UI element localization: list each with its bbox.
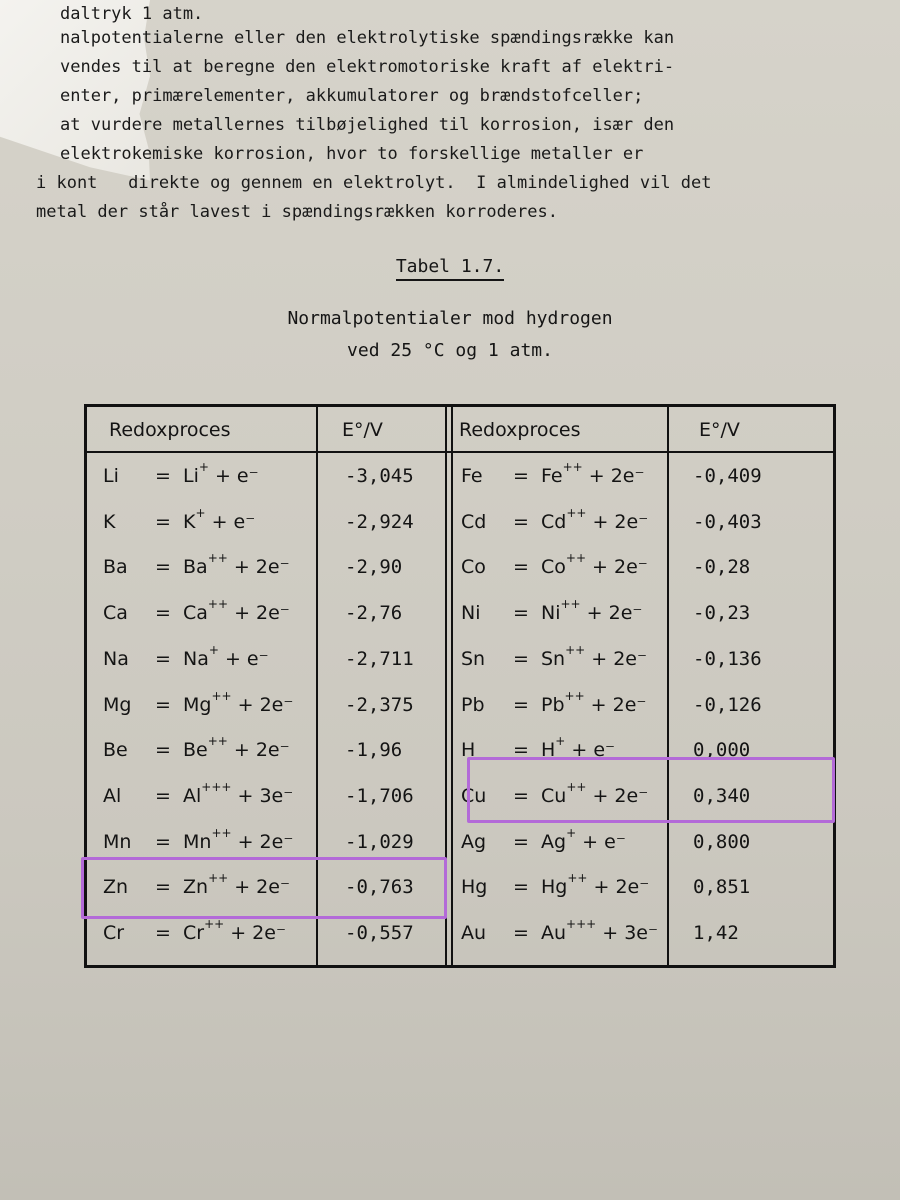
body-paragraph xyxy=(36,0,860,290)
equals-sign: = xyxy=(513,739,529,762)
potential-value: -1,96 xyxy=(345,739,403,762)
element-symbol: Ca xyxy=(103,602,128,625)
ion-expression: Sn++ + 2e⁻ xyxy=(541,642,648,670)
equals-sign: = xyxy=(513,465,529,487)
potential-value: -1,029 xyxy=(345,830,414,853)
potential-value: 0,851 xyxy=(693,876,751,899)
equals-sign: = xyxy=(513,876,529,899)
potential-value: -0,136 xyxy=(693,647,762,670)
element-symbol: K xyxy=(103,510,116,533)
element-symbol: Pb xyxy=(461,693,485,716)
equals-sign: = xyxy=(155,602,171,625)
equals-sign: = xyxy=(513,784,529,807)
ion-expression: Mn++ + 2e⁻ xyxy=(183,825,294,853)
ion-expression: Cd++ + 2e⁻ xyxy=(541,505,649,533)
potential-value: -1,706 xyxy=(345,784,414,807)
ion-expression: Zn++ + 2e⁻ xyxy=(183,871,290,899)
ion-expression: Mg++ + 2e⁻ xyxy=(183,688,294,716)
header-right-potential: E°/V xyxy=(699,419,740,441)
element-symbol: H xyxy=(461,739,476,762)
table-title-line1: Normalpotentialer mod hydrogen xyxy=(287,308,613,329)
element-symbol: Li xyxy=(103,465,119,487)
ion-expression: Fe++ + 2e⁻ xyxy=(541,460,645,487)
equals-sign: = xyxy=(513,510,529,533)
potential-value: -0,409 xyxy=(693,465,762,487)
element-symbol: Mn xyxy=(103,830,132,853)
potential-value: -2,90 xyxy=(345,556,403,579)
potential-value: -0,763 xyxy=(345,876,414,899)
potential-value: 0,800 xyxy=(693,830,751,853)
paragraph-line: elektrokemiske korrosion, hvor to forskellige metaller er xyxy=(60,144,644,164)
element-symbol: Be xyxy=(103,739,128,762)
potential-value: -2,76 xyxy=(345,602,403,625)
element-symbol: Cu xyxy=(461,784,487,807)
equals-sign: = xyxy=(155,830,171,853)
ion-expression: H+ + e⁻ xyxy=(541,734,616,762)
element-symbol: Al xyxy=(103,784,122,807)
ion-expression: Pb++ + 2e⁻ xyxy=(541,688,647,716)
element-symbol: Cr xyxy=(103,922,125,944)
element-symbol: Ag xyxy=(461,830,487,853)
paragraph-line: nalpotentialerne eller den elektrolytiske spændingsrække kan xyxy=(60,28,675,48)
equals-sign: = xyxy=(513,556,529,579)
equals-sign: = xyxy=(155,693,171,716)
potential-value: -0,126 xyxy=(693,693,762,716)
equals-sign: = xyxy=(155,784,171,807)
ion-expression: Li+ + e⁻ xyxy=(183,460,259,487)
element-symbol: Au xyxy=(461,922,487,944)
highlight-box-zn xyxy=(81,857,447,919)
header-rule xyxy=(87,451,833,453)
equals-sign: = xyxy=(513,922,529,944)
potential-value: 0,340 xyxy=(693,784,751,807)
equals-sign: = xyxy=(155,739,171,762)
potential-value: 1,42 xyxy=(693,922,739,944)
ion-expression: K+ + e⁻ xyxy=(183,505,256,533)
ion-expression: Na+ + e⁻ xyxy=(183,642,269,670)
element-symbol: Fe xyxy=(461,465,483,487)
column-divider xyxy=(667,407,669,965)
equals-sign: = xyxy=(155,465,171,487)
potential-value: -0,403 xyxy=(693,510,762,533)
element-symbol: Co xyxy=(461,556,486,579)
equals-sign: = xyxy=(513,602,529,625)
element-symbol: Sn xyxy=(461,647,486,670)
potential-value: -2,924 xyxy=(345,510,414,533)
potential-value: -0,23 xyxy=(693,602,751,625)
header-right-process: Redoxproces xyxy=(459,419,581,441)
header-left-process: Redoxproces xyxy=(109,419,231,441)
paragraph-line: daltryk 1 atm. xyxy=(60,4,204,24)
paragraph-line: enter, primærelementer, akkumulatorer og brændstofceller; xyxy=(60,86,644,106)
ion-expression: Ni++ + 2e⁻ xyxy=(541,597,643,625)
potential-value: -2,711 xyxy=(345,647,414,670)
equals-sign: = xyxy=(155,876,171,899)
ion-expression: Ca++ + 2e⁻ xyxy=(183,597,290,625)
element-symbol: Cd xyxy=(461,510,487,533)
potential-value: -3,045 xyxy=(345,465,414,487)
potential-value: 0,000 xyxy=(693,739,751,762)
equals-sign: = xyxy=(513,693,529,716)
element-symbol: Zn xyxy=(103,876,129,899)
ion-expression: Ba++ + 2e⁻ xyxy=(183,551,290,579)
paragraph-line: vendes til at beregne den elektromotoriske kraft af elektri- xyxy=(60,57,675,77)
ion-expression: Au+++ + 3e⁻ xyxy=(541,917,659,944)
table-title-line2: ved 25 °C og 1 atm. xyxy=(347,340,553,361)
table-label: Tabel 1.7. xyxy=(0,256,900,277)
ion-expression: Be++ + 2e⁻ xyxy=(183,734,290,762)
highlight-box-cu xyxy=(467,757,835,823)
paragraph-line: i kont direkte og gennem en elektrolyt. I almindelighed vil det xyxy=(36,173,712,193)
ion-expression: Ag+ + e⁻ xyxy=(541,825,626,853)
header-left-potential: E°/V xyxy=(342,419,383,441)
element-symbol: Ba xyxy=(103,556,128,579)
element-symbol: Ni xyxy=(461,602,481,625)
equals-sign: = xyxy=(155,556,171,579)
ion-expression: Al+++ + 3e⁻ xyxy=(183,779,294,807)
potential-value: -0,557 xyxy=(345,922,414,944)
ion-expression: Co++ + 2e⁻ xyxy=(541,551,648,579)
element-symbol: Na xyxy=(103,647,129,670)
equals-sign: = xyxy=(513,647,529,670)
potential-table xyxy=(84,404,836,968)
ion-expression: Hg++ + 2e⁻ xyxy=(541,871,650,899)
potential-value: -0,28 xyxy=(693,556,751,579)
equals-sign: = xyxy=(155,510,171,533)
equals-sign: = xyxy=(155,922,171,944)
equals-sign: = xyxy=(155,647,171,670)
paragraph-line: at vurdere metallernes tilbøjelighed til korrosion, især den xyxy=(60,115,675,135)
element-symbol: Hg xyxy=(461,876,488,899)
equals-sign: = xyxy=(513,830,529,853)
ion-expression: Cr++ + 2e⁻ xyxy=(183,917,286,944)
ion-expression: Cu++ + 2e⁻ xyxy=(541,779,649,807)
paragraph-line: metal der står lavest i spændingsrækken korroderes. xyxy=(36,202,558,222)
center-divider-b xyxy=(451,407,453,965)
potential-value: -2,375 xyxy=(345,693,414,716)
element-symbol: Mg xyxy=(103,693,132,716)
